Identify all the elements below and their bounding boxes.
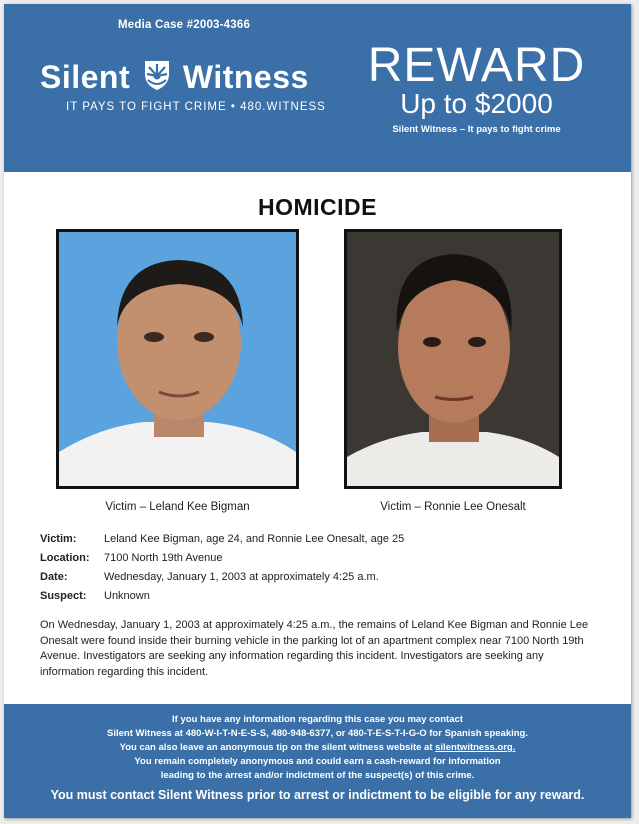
detail-row-date bbox=[40, 567, 404, 586]
detail-label: Date: bbox=[40, 570, 68, 583]
detail-row-location bbox=[40, 548, 404, 567]
detail-value: 7100 North 19th Avenue bbox=[104, 551, 223, 564]
footer-line-5: leading to the arrest and/or indictment of the suspect(s) of this crime. bbox=[160, 770, 475, 781]
portrait-silhouette-1 bbox=[59, 232, 296, 486]
crime-type-heading: HOMICIDE bbox=[258, 194, 377, 220]
logo-word-silent: Silent bbox=[40, 59, 131, 95]
detail-value: Unknown bbox=[104, 589, 150, 602]
sunburst-shield-icon bbox=[142, 58, 172, 92]
victim-photo-1 bbox=[56, 229, 299, 489]
detail-label: Victim: bbox=[40, 532, 77, 545]
case-narrative: On Wednesday, January 1, 2003 at approximately 4:25 a.m., the remains of Leland Kee Bigman and Ronnie Lee Onesalt were found inside their burning vehicle in the parking lot of an apartment complex near 7100 North 19th Avenue. Investigators are seeking any information regarding this incident. Investigators are seeking any information regarding this incident. bbox=[40, 619, 589, 678]
footer-line-3-text: You can also leave an anonymous tip on the silent witness website at bbox=[119, 742, 433, 753]
portrait-silhouette-2 bbox=[347, 232, 559, 486]
reward-eligibility-notice: You must contact Silent Witness prior to arrest or indictment to be eligible for any reward. bbox=[50, 788, 585, 802]
detail-label: Suspect: bbox=[40, 589, 87, 602]
reward-subtitle: Silent Witness – It pays to fight crime bbox=[392, 124, 561, 135]
detail-row-suspect bbox=[40, 586, 404, 605]
footer-line-4: You remain completely anonymous and could earn a cash-reward for information bbox=[134, 756, 501, 767]
victim-caption-2: Victim – Ronnie Lee Onesalt bbox=[380, 501, 526, 513]
contact-footer bbox=[4, 704, 631, 818]
case-details bbox=[40, 529, 404, 605]
detail-value: Wednesday, January 1, 2003 at approximately 4:25 a.m. bbox=[104, 570, 379, 583]
victim-caption-1: Victim – Leland Kee Bigman bbox=[105, 501, 250, 513]
footer-line-3 bbox=[4, 741, 631, 755]
detail-label: Location: bbox=[40, 551, 90, 564]
reward-amount: Up to $2000 bbox=[400, 88, 553, 119]
flyer bbox=[4, 4, 631, 818]
detail-row-victim bbox=[40, 529, 404, 548]
victim-photo-2 bbox=[344, 229, 562, 489]
footer-line-2: Silent Witness at 480-W-I-T-N-E-S-S, 480-948-6377, or 480-T-E-S-T-I-G-O for Spanish speaking. bbox=[107, 728, 528, 739]
reward-title: REWARD bbox=[367, 39, 586, 92]
silentwitness-website-link[interactable]: silentwitness.org. bbox=[435, 742, 516, 753]
footer-line-1: If you have any information regarding this case you may contact bbox=[172, 714, 463, 725]
silent-witness-logo bbox=[40, 58, 309, 96]
logo-tagline: IT PAYS TO FIGHT CRIME • 480.WITNESS bbox=[66, 101, 326, 113]
media-case-number: Media Case #2003-4366 bbox=[118, 19, 251, 31]
header-banner bbox=[4, 4, 631, 172]
detail-value: Leland Kee Bigman, age 24, and Ronnie Lee Onesalt, age 25 bbox=[104, 532, 405, 545]
logo-word-witness: Witness bbox=[182, 59, 309, 95]
